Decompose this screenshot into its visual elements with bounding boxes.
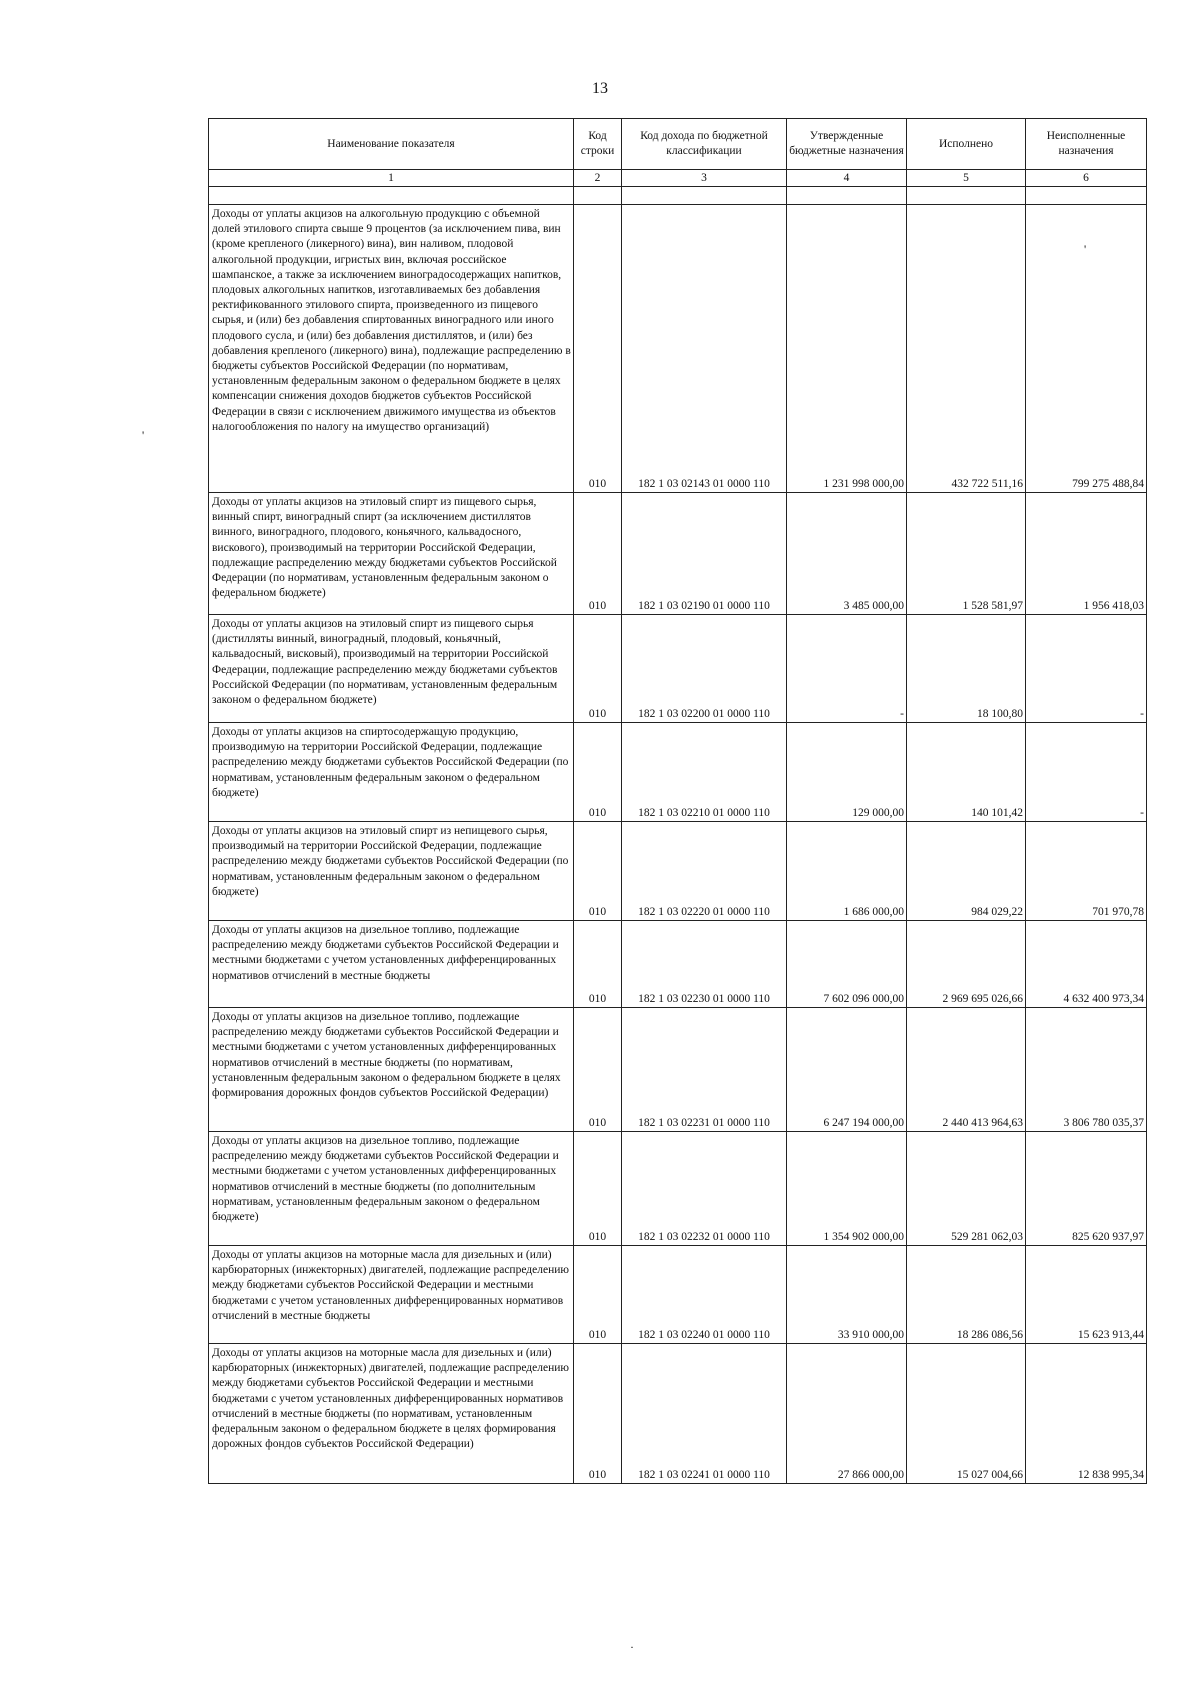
approved-amount: 1 354 902 000,00 xyxy=(787,1132,907,1246)
indicator-name: Доходы от уплаты акцизов на дизельное топливо, подлежащие распределению между бюджетами субъектов Российской Федерации и местными бюджетами с учетом установленных дифференцированных нормативов отчислений в местные бюджеты (по нормативам, установленным федеральным законом о федеральном бюджете в целях формирования дорожных фондов субъектов Российской Федерации) xyxy=(209,1008,574,1132)
table-row xyxy=(209,1246,1147,1344)
column-number: 1 xyxy=(209,170,574,187)
classification-code: 182 1 03 02200 01 0000 110 xyxy=(622,615,787,723)
classification-code: 182 1 03 02231 01 0000 110 xyxy=(622,1008,787,1132)
column-number: 2 xyxy=(574,170,622,187)
line-code: 010 xyxy=(574,1132,622,1246)
column-number: 4 xyxy=(787,170,907,187)
classification-code: 182 1 03 02190 01 0000 110 xyxy=(622,493,787,615)
budget-execution-table xyxy=(208,118,1147,1484)
line-code: 010 xyxy=(574,921,622,1008)
column-number-row xyxy=(209,170,1147,187)
indicator-name: Доходы от уплаты акцизов на моторные масла для дизельных и (или) карбюраторных (инжекторных) двигателей, подлежащие распределению между бюджетами субъектов Российской Федерации и местными бюджетами с учетом установленных дифференцированных нормативов отчислений в местные бюджеты (по нормативам, установленным федеральным законом о федеральном бюджете в целях формирования дорожных фондов субъектов Российской Федерации) xyxy=(209,1344,574,1484)
unexecuted-amount: - xyxy=(1026,615,1147,723)
page-number: 13 xyxy=(592,80,608,97)
executed-amount: 18 100,80 xyxy=(907,615,1026,723)
unexecuted-amount: 12 838 995,34 xyxy=(1026,1344,1147,1484)
unexecuted-amount: 799 275 488,84 xyxy=(1026,205,1147,493)
unexecuted-amount: 701 970,78 xyxy=(1026,822,1147,921)
executed-amount: 15 027 004,66 xyxy=(907,1344,1026,1484)
header-approved: Утвержденные бюджетные назначения xyxy=(787,119,907,170)
unexecuted-amount: - xyxy=(1026,723,1147,822)
line-code: 010 xyxy=(574,1008,622,1132)
approved-amount: 33 910 000,00 xyxy=(787,1246,907,1344)
classification-code: 182 1 03 02241 01 0000 110 xyxy=(622,1344,787,1484)
approved-amount: 129 000,00 xyxy=(787,723,907,822)
indicator-name: Доходы от уплаты акцизов на этиловый спирт из пищевого сырья, винный спирт, виноградный спирт (за исключением дистиллятов винного, виноградного, плодового, коньячного, кальвадосного, вискового), производимый на территории Российской Федерации, подлежащие распределению между бюджетами субъектов Российской Федерации (по нормативам, установленным федеральным законом о федеральном бюджете) xyxy=(209,493,574,615)
header-line-code: Код строки xyxy=(574,119,622,170)
approved-amount: 1 231 998 000,00 xyxy=(787,205,907,493)
classification-code: 182 1 03 02232 01 0000 110 xyxy=(622,1132,787,1246)
scan-speck: ' xyxy=(142,428,145,442)
header-classification-code: Код дохода по бюджетной классификации xyxy=(622,119,787,170)
approved-amount: 6 247 194 000,00 xyxy=(787,1008,907,1132)
table-row xyxy=(209,921,1147,1008)
unexecuted-amount: 825 620 937,97 xyxy=(1026,1132,1147,1246)
header-executed: Исполнено xyxy=(907,119,1026,170)
column-number: 5 xyxy=(907,170,1026,187)
header-indicator-name: Наименование показателя xyxy=(209,119,574,170)
line-code: 010 xyxy=(574,822,622,921)
executed-amount: 984 029,22 xyxy=(907,822,1026,921)
table-row xyxy=(209,493,1147,615)
line-code: 010 xyxy=(574,1344,622,1484)
approved-amount: 27 866 000,00 xyxy=(787,1344,907,1484)
executed-amount: 2 969 695 026,66 xyxy=(907,921,1026,1008)
indicator-name: Доходы от уплаты акцизов на этиловый спирт из непищевого сырья, производимый на территории Российской Федерации, подлежащие распределению между бюджетами субъектов Российской Федерации (по нормативам, установленным федеральным законом о федеральном бюджете) xyxy=(209,822,574,921)
table-row xyxy=(209,822,1147,921)
approved-amount: 3 485 000,00 xyxy=(787,493,907,615)
classification-code: 182 1 03 02230 01 0000 110 xyxy=(622,921,787,1008)
line-code: 010 xyxy=(574,205,622,493)
classification-code: 182 1 03 02210 01 0000 110 xyxy=(622,723,787,822)
indicator-name: Доходы от уплаты акцизов на спиртосодержащую продукцию, производимую на территории Российской Федерации, подлежащие распределению между бюджетами субъектов Российской Федерации (по нормативам, установленным федеральным законом о федеральном бюджете) xyxy=(209,723,574,822)
scan-speck: · xyxy=(630,1640,634,1654)
indicator-name: Доходы от уплаты акцизов на дизельное топливо, подлежащие распределению между бюджетами субъектов Российской Федерации и местными бюджетами с учетом установленных дифференцированных нормативов отчислений в местные бюджеты (по дополнительным нормативам, установленным федеральным законом о федеральном бюджете) xyxy=(209,1132,574,1246)
header-unexecuted: Неисполненные назначения xyxy=(1026,119,1147,170)
executed-amount: 2 440 413 964,63 xyxy=(907,1008,1026,1132)
table-row xyxy=(209,1344,1147,1484)
column-number: 3 xyxy=(622,170,787,187)
spacer-row xyxy=(209,187,1147,205)
executed-amount: 140 101,42 xyxy=(907,723,1026,822)
approved-amount: 7 602 096 000,00 xyxy=(787,921,907,1008)
indicator-name: Доходы от уплаты акцизов на моторные масла для дизельных и (или) карбюраторных (инжекторных) двигателей, подлежащие распределению между бюджетами субъектов Российской Федерации и местными бюджетами с учетом установленных дифференцированных нормативов отчислений в местные бюджеты xyxy=(209,1246,574,1344)
line-code: 010 xyxy=(574,615,622,723)
line-code: 010 xyxy=(574,493,622,615)
approved-amount: - xyxy=(787,615,907,723)
table-header-row xyxy=(209,119,1147,170)
line-code: 010 xyxy=(574,1246,622,1344)
indicator-name: Доходы от уплаты акцизов на этиловый спирт из пищевого сырья (дистилляты винный, виноградный, плодовый, коньячный, кальвадосный, висковый), производимый на территории Российской Федерации, подлежащие распределению между бюджетами субъектов Российской Федерации (по нормативам, установленным федеральным законом о федеральном бюджете) xyxy=(209,615,574,723)
executed-amount: 529 281 062,03 xyxy=(907,1132,1026,1246)
indicator-name: Доходы от уплаты акцизов на алкогольную продукцию с объемной долей этилового спирта свыше 9 процентов (за исключением пива, вин (кроме крепленого (ликерного) вина), вин наливом, плодовой алкогольной продукции, игристых вин, включая российское шампанское, а также за исключением виноградосодержащих напитков, плодовых алкогольных напитков, изготавливаемых без добавления ректификованного этилового спирта, произведенного из пищевого сырья, и (или) без добавления спиртованных виноградного или иного плодового сусла, и (или) без добавления дистиллятов, и (или) без добавления крепленого (ликерного) вина), подлежащие распределению в бюджеты субъектов Российской Федерации (по нормативам, установленным федеральным законом о федеральном бюджете в целях компенсации снижения доходов бюджетов субъектов Российской Федерации в связи с исключением движимого имущества из объектов налогообложения по налогу на имущество организаций) xyxy=(209,205,574,493)
column-number: 6 xyxy=(1026,170,1147,187)
executed-amount: 18 286 086,56 xyxy=(907,1246,1026,1344)
table-row xyxy=(209,615,1147,723)
executed-amount: 432 722 511,16 xyxy=(907,205,1026,493)
table-row xyxy=(209,723,1147,822)
table-row xyxy=(209,205,1147,493)
table-row xyxy=(209,1008,1147,1132)
indicator-name: Доходы от уплаты акцизов на дизельное топливо, подлежащие распределению между бюджетами субъектов Российской Федерации и местными бюджетами с учетом установленных дифференцированных нормативов отчислений в местные бюджеты xyxy=(209,921,574,1008)
classification-code: 182 1 03 02143 01 0000 110 xyxy=(622,205,787,493)
approved-amount: 1 686 000,00 xyxy=(787,822,907,921)
scan-speck: ' xyxy=(1084,242,1087,256)
classification-code: 182 1 03 02220 01 0000 110 xyxy=(622,822,787,921)
classification-code: 182 1 03 02240 01 0000 110 xyxy=(622,1246,787,1344)
unexecuted-amount: 1 956 418,03 xyxy=(1026,493,1147,615)
unexecuted-amount: 3 806 780 035,37 xyxy=(1026,1008,1147,1132)
unexecuted-amount: 4 632 400 973,34 xyxy=(1026,921,1147,1008)
table-row xyxy=(209,1132,1147,1246)
line-code: 010 xyxy=(574,723,622,822)
executed-amount: 1 528 581,97 xyxy=(907,493,1026,615)
unexecuted-amount: 15 623 913,44 xyxy=(1026,1246,1147,1344)
